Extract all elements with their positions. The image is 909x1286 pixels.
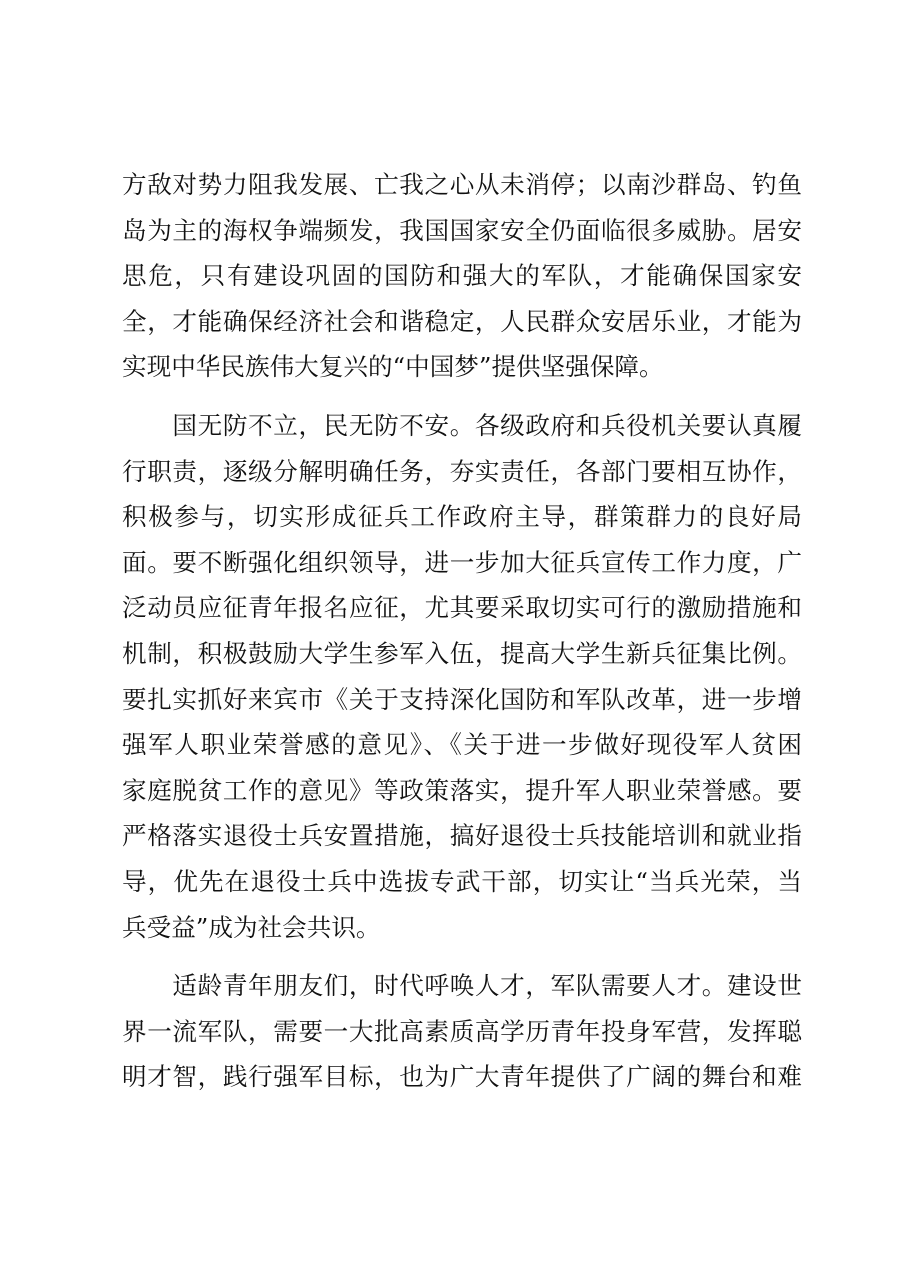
paragraph-spacer: [122, 390, 802, 403]
text-line: 导，优先在退役士兵中选拔专武干部，切实让“当兵光荣，当: [122, 866, 802, 896]
text-line: 国无防不立，民无防不安。各级政府和兵役机关要认真履: [122, 410, 802, 440]
text-line: 明才智，践行强军目标，也为广大青年提供了广阔的舞台和难: [122, 1062, 802, 1092]
document-body: [122, 162, 802, 1100]
text-line: 兵受益”成为社会共识。: [122, 912, 381, 942]
text-line: 全，才能确保经济社会和谐稳定，人民群众安居乐业，才能为: [122, 306, 802, 336]
text-line: 方敌对势力阻我发展、亡我之心从未消停；以南沙群岛、钓鱼: [122, 170, 802, 199]
text-line: 家庭脱贫工作的意见》等政策落实，提升军人职业荣誉感。要: [122, 775, 802, 805]
text-line: 实现中华民族伟大复兴的“中国梦”提供坚强保障。: [122, 352, 664, 382]
text-line: 严格落实退役士兵安置措施，搞好退役士兵技能培训和就业指: [122, 821, 802, 851]
text-line: 岛为主的海权争端频发，我国国家安全仍面临很多威胁。居安: [122, 215, 802, 245]
text-line: 强军人职业荣誉感的意见》、《关于进一步做好现役军人贫困: [122, 730, 802, 760]
text-line: 面。要不断强化组织领导，进一步加大征兵宣传工作力度，广: [122, 547, 802, 577]
text-line: 泛动员应征青年报名应征，尤其要采取切实可行的激励措施和: [122, 593, 802, 623]
paragraph-3: [122, 963, 802, 1100]
text-line: 机制，积极鼓励大学生参军入伍，提高大学生新兵征集比例。: [122, 638, 802, 668]
text-line: 思危，只有建设巩固的国防和强大的军队，才能确保国家安: [122, 261, 802, 291]
text-line: 要扎实抓好来宾市《关于支持深化国防和军队改革，进一步增: [122, 684, 802, 714]
paragraph-spacer: [122, 950, 802, 963]
text-line: 适龄青年朋友们，时代呼唤人才，军队需要人才。建设世: [122, 971, 802, 1001]
text-line: 界一流军队，需要一大批高素质高学历青年投身军营，发挥聪: [122, 1016, 802, 1046]
paragraph-1: [122, 162, 802, 390]
paragraph-2: [122, 403, 802, 950]
text-line: 行职责，逐级分解明确任务，夯实责任，各部门要相互协作，: [122, 456, 802, 486]
text-line: 积极参与，切实形成征兵工作政府主导，群策群力的良好局: [122, 502, 802, 532]
